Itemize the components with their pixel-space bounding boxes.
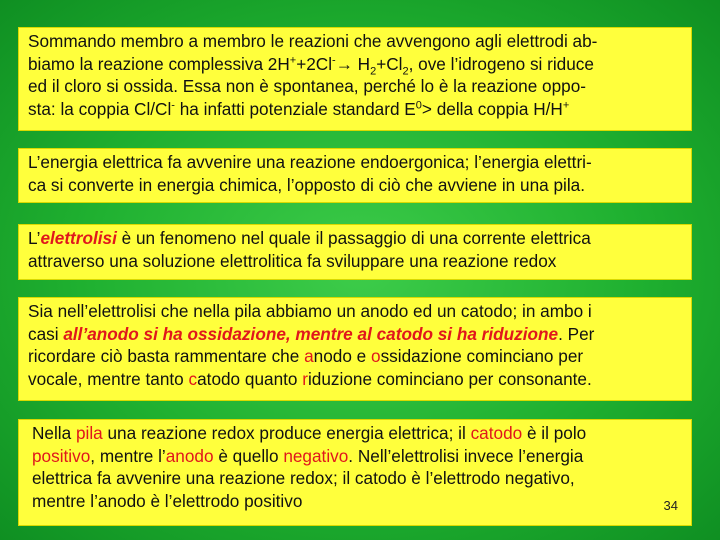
highlight-term: positivo <box>32 445 91 466</box>
text-span: . Nell’elettrolisi invece l’energia <box>348 445 584 466</box>
text-span: → H <box>335 53 371 74</box>
text-line <box>28 75 684 98</box>
highlight-term: pila <box>75 423 103 443</box>
text-span: L’energia elettrica fa avvenire una reazione endoergonica; l’energia elettri- <box>28 152 592 172</box>
text-box-anode-cathode <box>18 297 692 401</box>
text-span: sta: la coppia Cl/Cl <box>28 98 172 119</box>
text-line <box>32 490 688 513</box>
text-line <box>28 98 684 121</box>
text-span: Sommando membro a membro le reazioni che avvengono agli elettrodi ab- <box>28 31 598 51</box>
text-box-electrolysis-definition <box>18 224 692 280</box>
text-line <box>32 422 688 445</box>
text-box-reaction <box>18 27 692 131</box>
highlight-term: negativo <box>283 445 349 466</box>
text-span: , ove l’idrogeno si riduce <box>408 53 594 74</box>
text-span: è quello <box>213 445 284 466</box>
text-span: vocale, mentre tanto <box>28 368 189 389</box>
text-span: Nella <box>32 423 76 443</box>
text-line <box>32 467 688 490</box>
text-line <box>28 368 684 391</box>
text-span: casi <box>28 323 64 344</box>
text-span: Sia nell’elettrolisi che nella pila abbiamo un anodo ed un catodo; in ambo i <box>28 301 592 321</box>
text-span: ca si converte in energia chimica, l’opposto di ciò che avviene in una pila. <box>28 174 585 195</box>
text-line <box>28 227 684 250</box>
text-span: attraverso una soluzione elettrolitica fa sviluppare una reazione redox <box>28 250 557 271</box>
text-span: ricordare ciò basta rammentare che <box>28 346 305 366</box>
text-line <box>28 250 684 273</box>
highlight-letter: a <box>304 346 314 366</box>
text-line <box>28 345 684 368</box>
text-span: L’ <box>28 228 41 248</box>
text-span: mentre l’anodo è l’elettrodo positivo <box>32 490 303 511</box>
text-span: ssidazione cominciano per <box>380 346 584 366</box>
subscript: 2 <box>370 64 377 77</box>
text-span: atodo quanto <box>197 368 303 389</box>
text-line <box>28 174 684 197</box>
highlight-rule: all’anodo si ha ossidazione, mentre al catodo si ha riduzione <box>63 323 559 344</box>
superscript: - <box>332 53 336 66</box>
text-line <box>28 53 684 76</box>
text-line <box>28 323 684 346</box>
text-span: ha infatti potenziale standard E <box>174 98 416 119</box>
text-span: nodo e <box>313 346 371 366</box>
text-line <box>28 151 684 174</box>
superscript: 0 <box>415 98 422 111</box>
text-span: è un fenomeno nel quale il passaggio di una corrente elettrica <box>116 228 591 248</box>
highlight-letter: o <box>371 346 381 366</box>
text-line <box>32 445 688 468</box>
text-line <box>28 30 684 53</box>
highlight-letter: c <box>188 368 198 389</box>
highlight-term: anodo <box>165 445 214 466</box>
text-span: . Per <box>558 323 595 344</box>
text-box-energy <box>18 148 692 203</box>
text-span: è il polo <box>522 423 587 443</box>
text-span: iduzione cominciano per consonante. <box>307 368 592 389</box>
text-span: , mentre l’ <box>90 445 166 466</box>
text-span: +Cl <box>376 53 403 74</box>
text-box-pile-vs-electrolysis <box>18 419 692 526</box>
text-span: biamo la reazione complessiva 2H <box>28 53 290 74</box>
superscript: - <box>171 98 175 111</box>
highlight-term: elettrolisi <box>40 228 117 248</box>
subscript: 2 <box>402 64 409 77</box>
text-span: elettrica fa avvenire una reazione redox; il catodo è l’elettrodo negativo, <box>32 468 575 488</box>
text-span: +2Cl <box>296 53 333 74</box>
superscript: + <box>562 98 570 111</box>
text-span: una reazione redox produce energia elettrica; il <box>102 423 471 443</box>
text-line <box>28 300 684 323</box>
superscript: + <box>289 53 297 66</box>
highlight-term: catodo <box>470 423 523 443</box>
page-number: 34 <box>663 498 678 513</box>
highlight-letter: r <box>302 368 308 389</box>
text-span: > della coppia H/H <box>421 98 563 119</box>
text-span: ed il cloro si ossida. Essa non è spontanea, perché lo è la reazione oppo- <box>28 76 586 96</box>
